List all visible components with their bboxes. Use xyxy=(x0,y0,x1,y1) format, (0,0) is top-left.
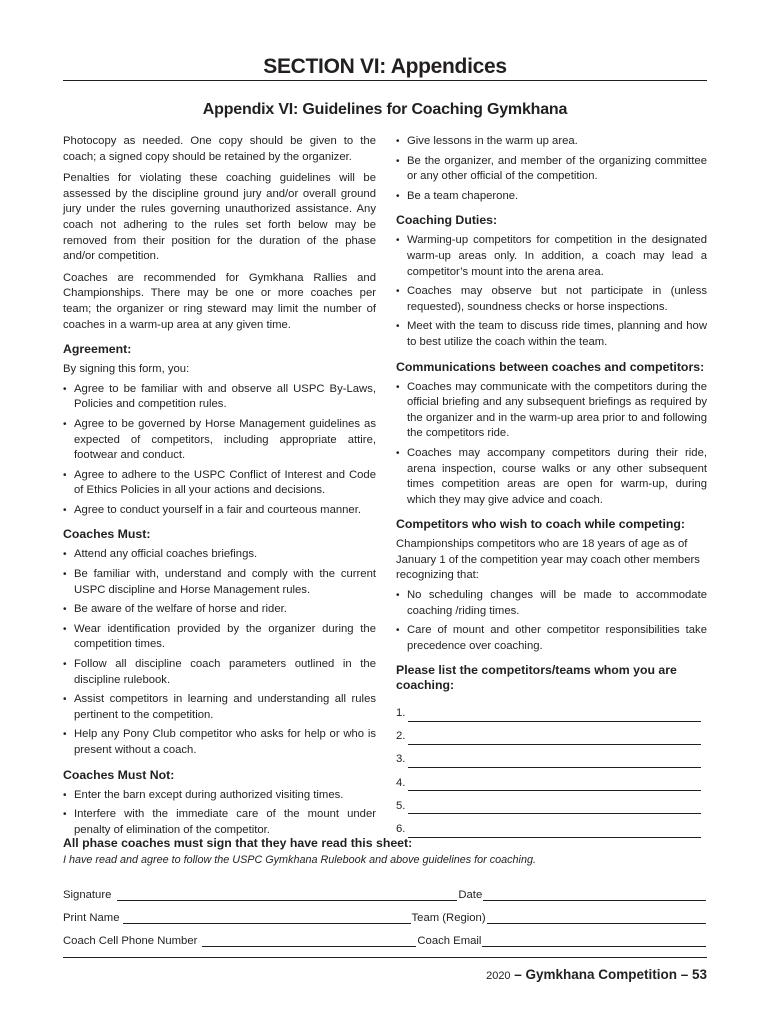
agreement-lead: By signing this form, you: xyxy=(63,363,190,376)
competitor-line-1[interactable] xyxy=(396,698,707,721)
write-in-line[interactable] xyxy=(408,778,701,791)
list-item: • Agree to be governed by Horse Management guidelines as expected of competitors, including appropriate attire, footwear and conduct. xyxy=(63,417,376,464)
signature-label: Signature xyxy=(63,889,112,901)
list-item: • Give lessons in the warm up area. xyxy=(396,134,707,150)
communications-heading: Communications between coaches and competitors: xyxy=(396,359,705,374)
list-item: • Agree to be familiar with and observe all USPC By-Laws, Policies and competition rules. xyxy=(63,382,376,413)
list-item: • Be familiar with, understand and comply with the current USPC discipline and Horse Management rules. xyxy=(63,567,376,598)
list-item: • Agree to adhere to the USPC Conflict of Interest and Code of Ethics Policies in all your actions and decisions. xyxy=(63,468,376,499)
team-label: Team (Region) xyxy=(411,912,486,924)
competitor-line-3[interactable] xyxy=(396,745,707,768)
must-not-continued-list xyxy=(396,134,707,204)
list-item: • Care of mount and other competitor responsibilities take precedence over coaching. xyxy=(396,623,707,654)
cell-label: Coach Cell Phone Number xyxy=(63,935,198,947)
footer-year: 2020 xyxy=(486,970,511,982)
competitors-list-heading: Please list the competitors/teams whom you are coaching: xyxy=(396,663,677,693)
coaches-must-heading: Coaches Must: xyxy=(63,527,151,542)
list-item: • Be aware of the welfare of horse and rider. xyxy=(63,602,376,618)
list-item: • Coaches may communicate with the competitors during the official briefing and any subsequent briefings as required by the organizer and in the warm-up area prior to and following the competitors ride. xyxy=(396,380,707,442)
name-row xyxy=(63,901,707,924)
signature-line[interactable] xyxy=(117,889,457,901)
write-in-line[interactable] xyxy=(408,709,701,722)
list-item: • Help any Pony Club competitor who asks for help or who is present without a coach. xyxy=(63,727,376,758)
date-label: Date xyxy=(458,889,483,901)
line-number: 1. xyxy=(396,707,406,720)
competitor-entry-lines xyxy=(396,698,707,837)
agreement-list xyxy=(63,382,376,519)
print-name-line[interactable] xyxy=(123,912,411,924)
list-item: • Coaches may accompany competitors during their ride, arena inspection, course walks or any other subsequent times competition areas are open for warm-up, during which they may give advice and coach. xyxy=(396,446,707,508)
list-item: • Warming-up competitors for competition in the designated warm-up areas only. In addition, a coach may lead a competitor’s mount into the arena area. xyxy=(396,233,707,280)
line-number: 2. xyxy=(396,730,406,743)
section-title: SECTION VI: Appendices xyxy=(263,55,507,78)
left-column xyxy=(63,134,376,842)
competitors-coaching-heading: Competitors who wish to coach while competing: xyxy=(396,517,685,532)
intro-paragraph: Coaches are recommended for Gymkhana Rallies and Championships. There may be one or more coaches per team; the organizer or ring steward may limit the number of coaches in a warm-up area at any given time. xyxy=(63,271,376,331)
write-in-line[interactable] xyxy=(408,801,701,814)
list-item: • Be the organizer, and member of the organizing committee or any other official of the competition. xyxy=(396,154,707,185)
coaches-must-not-list xyxy=(63,788,376,839)
bottom-divider xyxy=(63,957,707,958)
agreement-statement: I have read and agree to follow the USPC Gymkhana Rulebook and above guidelines for coaching. xyxy=(63,854,536,866)
signature-row xyxy=(63,878,707,901)
competitor-line-4[interactable] xyxy=(396,768,707,791)
list-item: • Meet with the team to discuss ride times, planning and how to best utilize the coach within the team. xyxy=(396,319,707,350)
list-item: • Agree to conduct yourself in a fair and courteous manner. xyxy=(63,503,376,519)
contact-row xyxy=(63,924,707,947)
line-number: 5. xyxy=(396,799,406,812)
communications-list xyxy=(396,380,707,509)
signoff-heading: All phase coaches must sign that they have read this sheet: xyxy=(63,836,413,850)
coaching-duties-heading: Coaching Duties: xyxy=(396,213,498,228)
cell-line[interactable] xyxy=(202,935,416,947)
page-footer xyxy=(486,967,707,982)
list-item: • Be a team chaperone. xyxy=(396,189,707,205)
coaches-must-not-heading: Coaches Must Not: xyxy=(63,767,175,782)
coaching-duties-list xyxy=(396,233,707,350)
line-number: 4. xyxy=(396,776,406,789)
list-item: • Interfere with the immediate care of the mount under penalty of elimination of the competitor. xyxy=(63,807,376,838)
coaches-must-list xyxy=(63,547,376,758)
signoff-section xyxy=(63,836,707,947)
team-line[interactable] xyxy=(487,912,706,924)
competitors-lead: Championships competitors who are 18 years of age as of January 1 of the competition year may coach other members recognizing that: xyxy=(396,538,700,582)
right-column xyxy=(396,134,707,838)
competitors-list xyxy=(396,588,707,654)
list-item: • No scheduling changes will be made to accommodate coaching /riding times. xyxy=(396,588,707,619)
list-item: • Coaches may observe but not participate in (unless requested), soundness checks or horse inspections. xyxy=(396,284,707,315)
write-in-line[interactable] xyxy=(408,755,701,768)
footer-title: – Gymkhana Competition – 53 xyxy=(514,967,707,982)
line-number: 3. xyxy=(396,753,406,766)
list-item: • Enter the barn except during authorized visiting times. xyxy=(63,788,376,804)
appendix-title: Appendix VI: Guidelines for Coaching Gymkhana xyxy=(202,101,568,118)
write-in-line[interactable] xyxy=(408,732,701,745)
competitor-line-5[interactable] xyxy=(396,791,707,814)
top-divider xyxy=(63,80,707,81)
list-item: • Attend any official coaches briefings. xyxy=(63,547,376,563)
email-label: Coach Email xyxy=(417,935,482,947)
print-name-label: Print Name xyxy=(63,912,120,924)
agreement-heading: Agreement: xyxy=(63,342,132,357)
list-item: • Assist competitors in learning and understanding all rules pertinent to the competition. xyxy=(63,692,376,723)
competitor-line-2[interactable] xyxy=(396,722,707,745)
line-number: 6. xyxy=(396,822,406,835)
competitor-line-6[interactable] xyxy=(396,814,707,837)
list-item: • Wear identification provided by the organizer during the competition times. xyxy=(63,622,376,653)
intro-paragraph: Penalties for violating these coaching guidelines will be assessed by the discipline ground jury and/or overall ground jury under the rules governing unauthorized assistance. Any coach not adhering to the rules set forth below may be removed from their position for the duration of the phase and/or competition. xyxy=(63,172,376,263)
date-line[interactable] xyxy=(483,889,706,901)
list-item: • Follow all discipline coach parameters outlined in the discipline rulebook. xyxy=(63,657,376,688)
intro-paragraph: Photocopy as needed. One copy should be given to the coach; a signed copy should be retained by the organizer. xyxy=(63,135,376,163)
email-line[interactable] xyxy=(482,935,706,947)
